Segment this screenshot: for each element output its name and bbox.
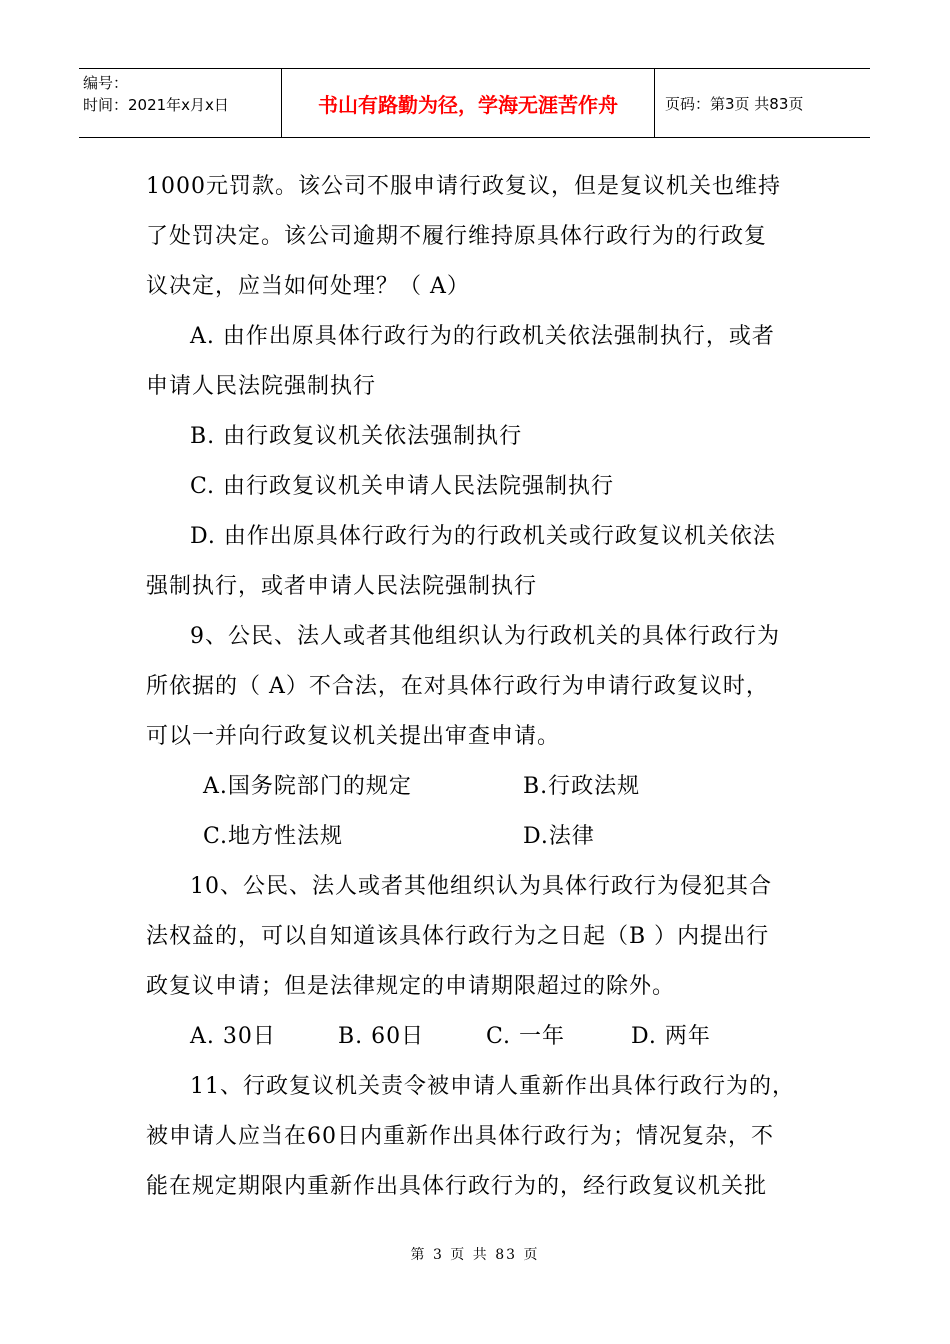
option-line: A. 由作出原具体行政行为的行政机关依法强制执行，或者 [190, 324, 775, 349]
page-footer: 第 3 页 共 83 页 [410, 1247, 540, 1263]
q10-option-b: B. 60日 [338, 1024, 425, 1049]
text-line: 能在规定期限内重新作出具体行政行为的，经行政复议机关批 [146, 1174, 768, 1199]
question-line: 11、行政复议机关责令被申请人重新作出具体行政行为的， [190, 1074, 795, 1099]
motto: 书山有路勤为径，学海无涯苦作舟 [282, 69, 655, 137]
q10-option-d: D. 两年 [631, 1024, 711, 1049]
q10-options-row [146, 1012, 810, 1062]
option-line: D. 由作出原具体行政行为的行政机关或行政复议机关依法 [190, 524, 776, 549]
q10-option-c: C. 一年 [486, 1024, 566, 1049]
q9-option-a: A.国务院部门的规定 [203, 774, 412, 799]
text-line: 政复议申请；但是法律规定的申请期限超过的除外。 [146, 974, 676, 999]
number-label: 编号： [83, 74, 129, 92]
q9-options-row-2 [146, 812, 810, 862]
q9-option-d: D.法律 [523, 824, 595, 849]
text-line: 法权益的，可以自知道该具体行政行为之日起（B ）内提出行 [146, 924, 770, 949]
text-line: 1000元罚款。该公司不服申请行政复议，但是复议机关也维持 [146, 174, 781, 199]
page-info: 页码：第3页 共83页 [665, 94, 804, 113]
header-meta [79, 69, 282, 137]
option-line: C. 由行政复议机关申请人民法院强制执行 [190, 474, 615, 499]
q9-options-row-1 [146, 762, 810, 812]
text-line: 强制执行，或者申请人民法院强制执行 [146, 574, 538, 599]
page-header [79, 68, 870, 138]
option-line: B. 由行政复议机关依法强制执行 [190, 424, 523, 449]
text-line: 被申请人应当在60日内重新作出具体行政行为；情况复杂，不 [146, 1124, 774, 1149]
q10-option-a: A. 30日 [190, 1024, 276, 1049]
question-line: 9、公民、法人或者其他组织认为行政机关的具体行政行为 [190, 624, 780, 649]
text-line: 了处罚决定。该公司逾期不履行维持原具体行政行为的行政复 [146, 224, 768, 249]
text-line: 所依据的（ A）不合法，在对具体行政行为申请行政复议时， [146, 674, 769, 699]
q9-option-b: B.行政法规 [523, 774, 641, 799]
text-line: 议决定，应当如何处理？（ A） [146, 274, 470, 299]
date-label: 时间：2021年x月x日 [83, 96, 229, 114]
question-line: 10、公民、法人或者其他组织认为具体行政行为侵犯其合 [190, 874, 772, 899]
text-line: 可以一并向行政复议机关提出审查申请。 [146, 724, 561, 749]
document-body [146, 162, 810, 1212]
text-line: 申请人民法院强制执行 [146, 374, 377, 399]
q9-option-c: C.地方性法规 [203, 824, 344, 849]
